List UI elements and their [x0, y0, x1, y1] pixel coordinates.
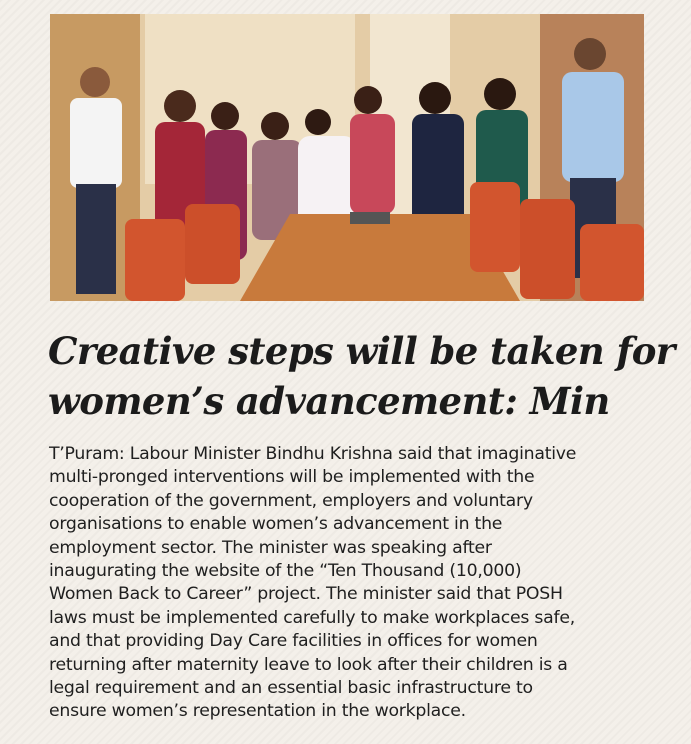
body-line: Women Back to Career” project. The minister said that POSH — [49, 584, 563, 605]
body-line: returning after maternity leave to look after their children is a — [49, 654, 568, 675]
news-photo-illustration — [50, 14, 644, 301]
body-line: legal requirement and an essential basic infrastructure to — [49, 678, 533, 699]
body-line: multi-pronged interventions will be implemented with the — [49, 467, 535, 488]
newspaper-clipping — [18, 0, 673, 744]
body-line: T’Puram: Labour Minister Bindhu Krishna said that imaginative — [49, 444, 577, 464]
body-line: and that providing Day Care facilities in offices for women — [49, 631, 538, 652]
body-line: inaugurating the website of the “Ten Thousand (10,000) — [49, 561, 522, 582]
body-line: ensure women’s representation in the workplace. — [49, 701, 466, 722]
body-line: cooperation of the government, employers and voluntary — [49, 490, 533, 511]
headline-line: women’s advancement: Min — [48, 379, 610, 423]
body-line: organisations to enable women’s advancement in the — [49, 514, 503, 535]
headline-line: Creative steps will be taken for — [48, 329, 675, 373]
article-headline — [48, 326, 675, 426]
news-photo — [50, 14, 644, 301]
body-line: employment sector. The minister was speaking after — [49, 537, 492, 558]
body-line: laws must be implemented carefully to make workplaces safe, — [49, 607, 575, 628]
laptop-icon — [350, 212, 390, 224]
article-body — [49, 443, 664, 724]
